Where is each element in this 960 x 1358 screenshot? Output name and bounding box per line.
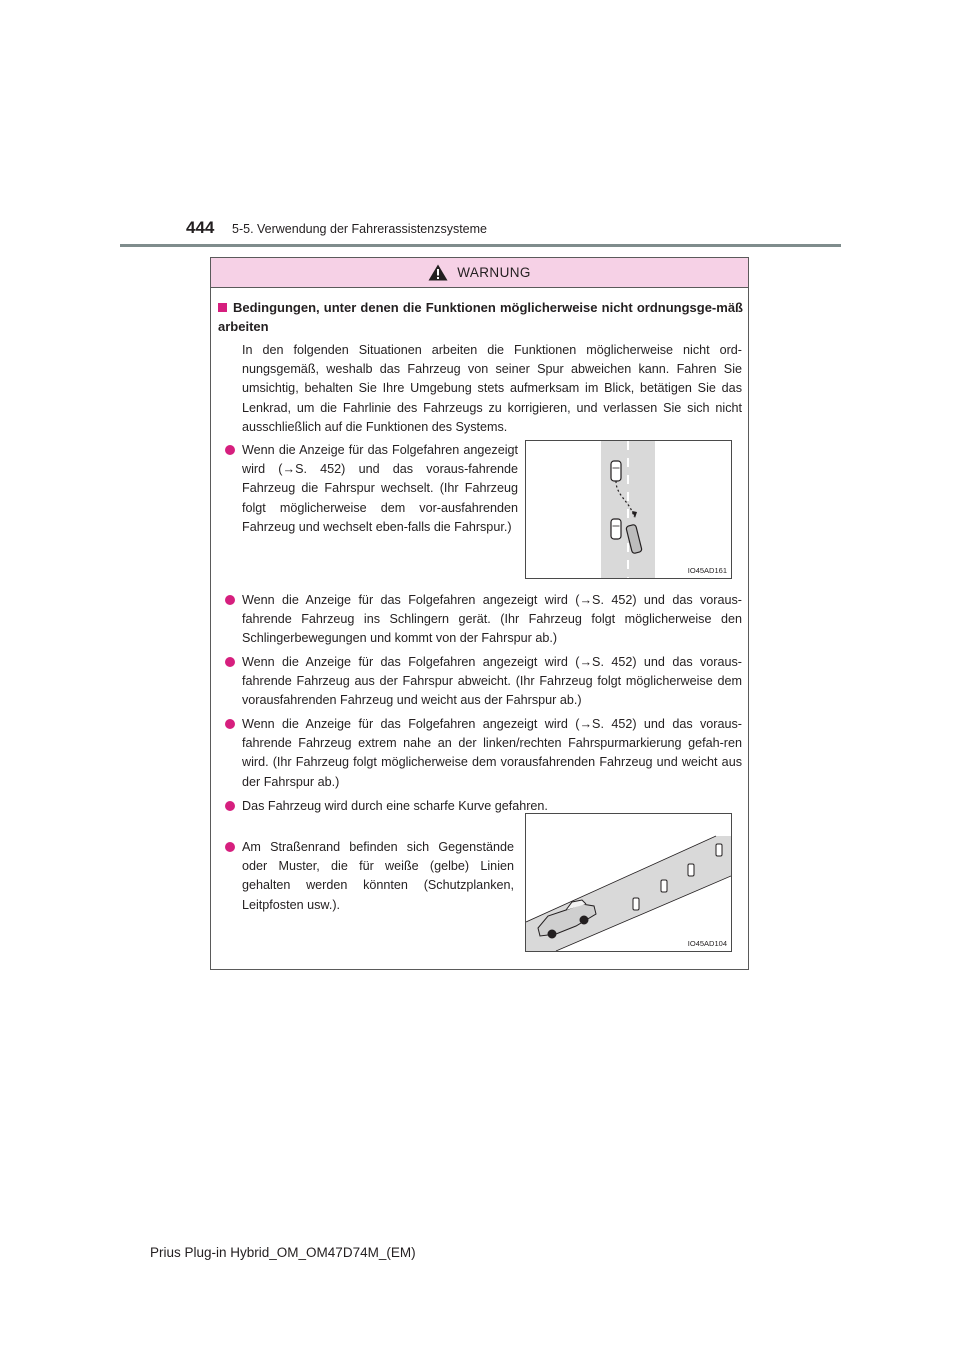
bullet-dot-icon <box>225 719 235 729</box>
list-item <box>242 441 518 537</box>
bullet-dot-icon <box>225 801 235 811</box>
figure-roadside-posts <box>525 813 732 952</box>
figure-code: IO45AD104 <box>687 939 727 948</box>
list-item <box>242 591 742 649</box>
list-item <box>242 653 742 711</box>
footer-model-code: Prius Plug-in Hybrid_OM_OM47D74M_(EM) <box>150 1245 416 1260</box>
list-item-text: Wenn die Anzeige für das Folgefahren angezeigt wird (→S. 452) und das voraus-fahrende Fahrzeug aus der Fahrspur abweicht. (Ihr Fahrzeug folgt möglicherweise dem vorausfahrenden Fahrzeug und weicht aus der Fahrspur ab.) <box>242 655 742 708</box>
lane-change-illustration <box>526 441 731 578</box>
bullet-dot-icon <box>225 445 235 455</box>
list-item <box>242 838 514 915</box>
warning-heading <box>218 298 743 336</box>
warning-title: WARNUNG <box>457 265 531 280</box>
warning-heading-text: Bedingungen, unter denen die Funktionen möglicherweise nicht ordnungsge-mäß arbeiten <box>218 300 743 334</box>
bullet-dot-icon <box>225 657 235 667</box>
bullet-dot-icon <box>225 842 235 852</box>
square-bullet-icon <box>218 303 227 312</box>
warning-box <box>210 257 749 970</box>
warning-intro: In den folgenden Situationen arbeiten die Funktionen möglicherweise nicht ord-nungsgemäß, weshalb das Fahrzeug von seiner Spur abweichen kann. Fahren Sie umsichtig, behalten Sie Ihre Umgebung stets aufmerksam im Blick, betätigen Sie das Lenkrad, um die Fahrlinie des Fahrzeugs zu korrigieren, und verlassen Sie sich nicht ausschließlich auf die Funktionen des Systems. <box>242 343 742 434</box>
bullet-dot-icon <box>225 595 235 605</box>
list-item-text: Wenn die Anzeige für das Folgefahren angezeigt wird (→S. 452) und das voraus-fahrende Fahrzeug die Fahrspur wechselt. (Ihr Fahrzeug folgt möglicherweise dem vor-ausfahrenden Fahrzeug und wechselt eben-falls die Fahrspur.) <box>242 443 518 534</box>
list-item <box>242 715 742 792</box>
figure-code: IO45AD161 <box>687 566 727 575</box>
warning-header <box>211 258 748 288</box>
list-item-text: Am Straßenrand befinden sich Gegenstände oder Muster, die für weiße (gelbe) Linien gehalten werden könnten (Schutzplanken, Leitpfosten usw.). <box>242 840 514 912</box>
roadside-posts-illustration <box>526 814 731 951</box>
section-title: 5-5. Verwendung der Fahrerassistenzsysteme <box>232 222 487 236</box>
warning-content <box>211 288 748 969</box>
warning-triangle-icon <box>428 264 448 281</box>
list-item-text: Wenn die Anzeige für das Folgefahren angezeigt wird (→S. 452) und das voraus-fahrende Fahrzeug extrem nahe an der linken/rechten Fahrspurmarkierung gefah-ren wird. (Ihr Fahrzeug folgt möglicherweise dem vorausfahrenden Fahrzeug und weicht aus der Fahrspur ab.) <box>242 717 742 789</box>
list-item-text: Wenn die Anzeige für das Folgefahren angezeigt wird (→S. 452) und das voraus-fahrende Fahrzeug ins Schlingern gerät. (Ihr Fahrzeug folgt möglicherweise den Schlingerbewegungen und kommt von der Fahrspur ab.) <box>242 593 742 646</box>
list-item-text: Das Fahrzeug wird durch eine scharfe Kurve gefahren. <box>242 799 548 813</box>
header-rule <box>120 244 841 247</box>
page-number: 444 <box>186 218 215 237</box>
figure-lane-change <box>525 440 732 579</box>
